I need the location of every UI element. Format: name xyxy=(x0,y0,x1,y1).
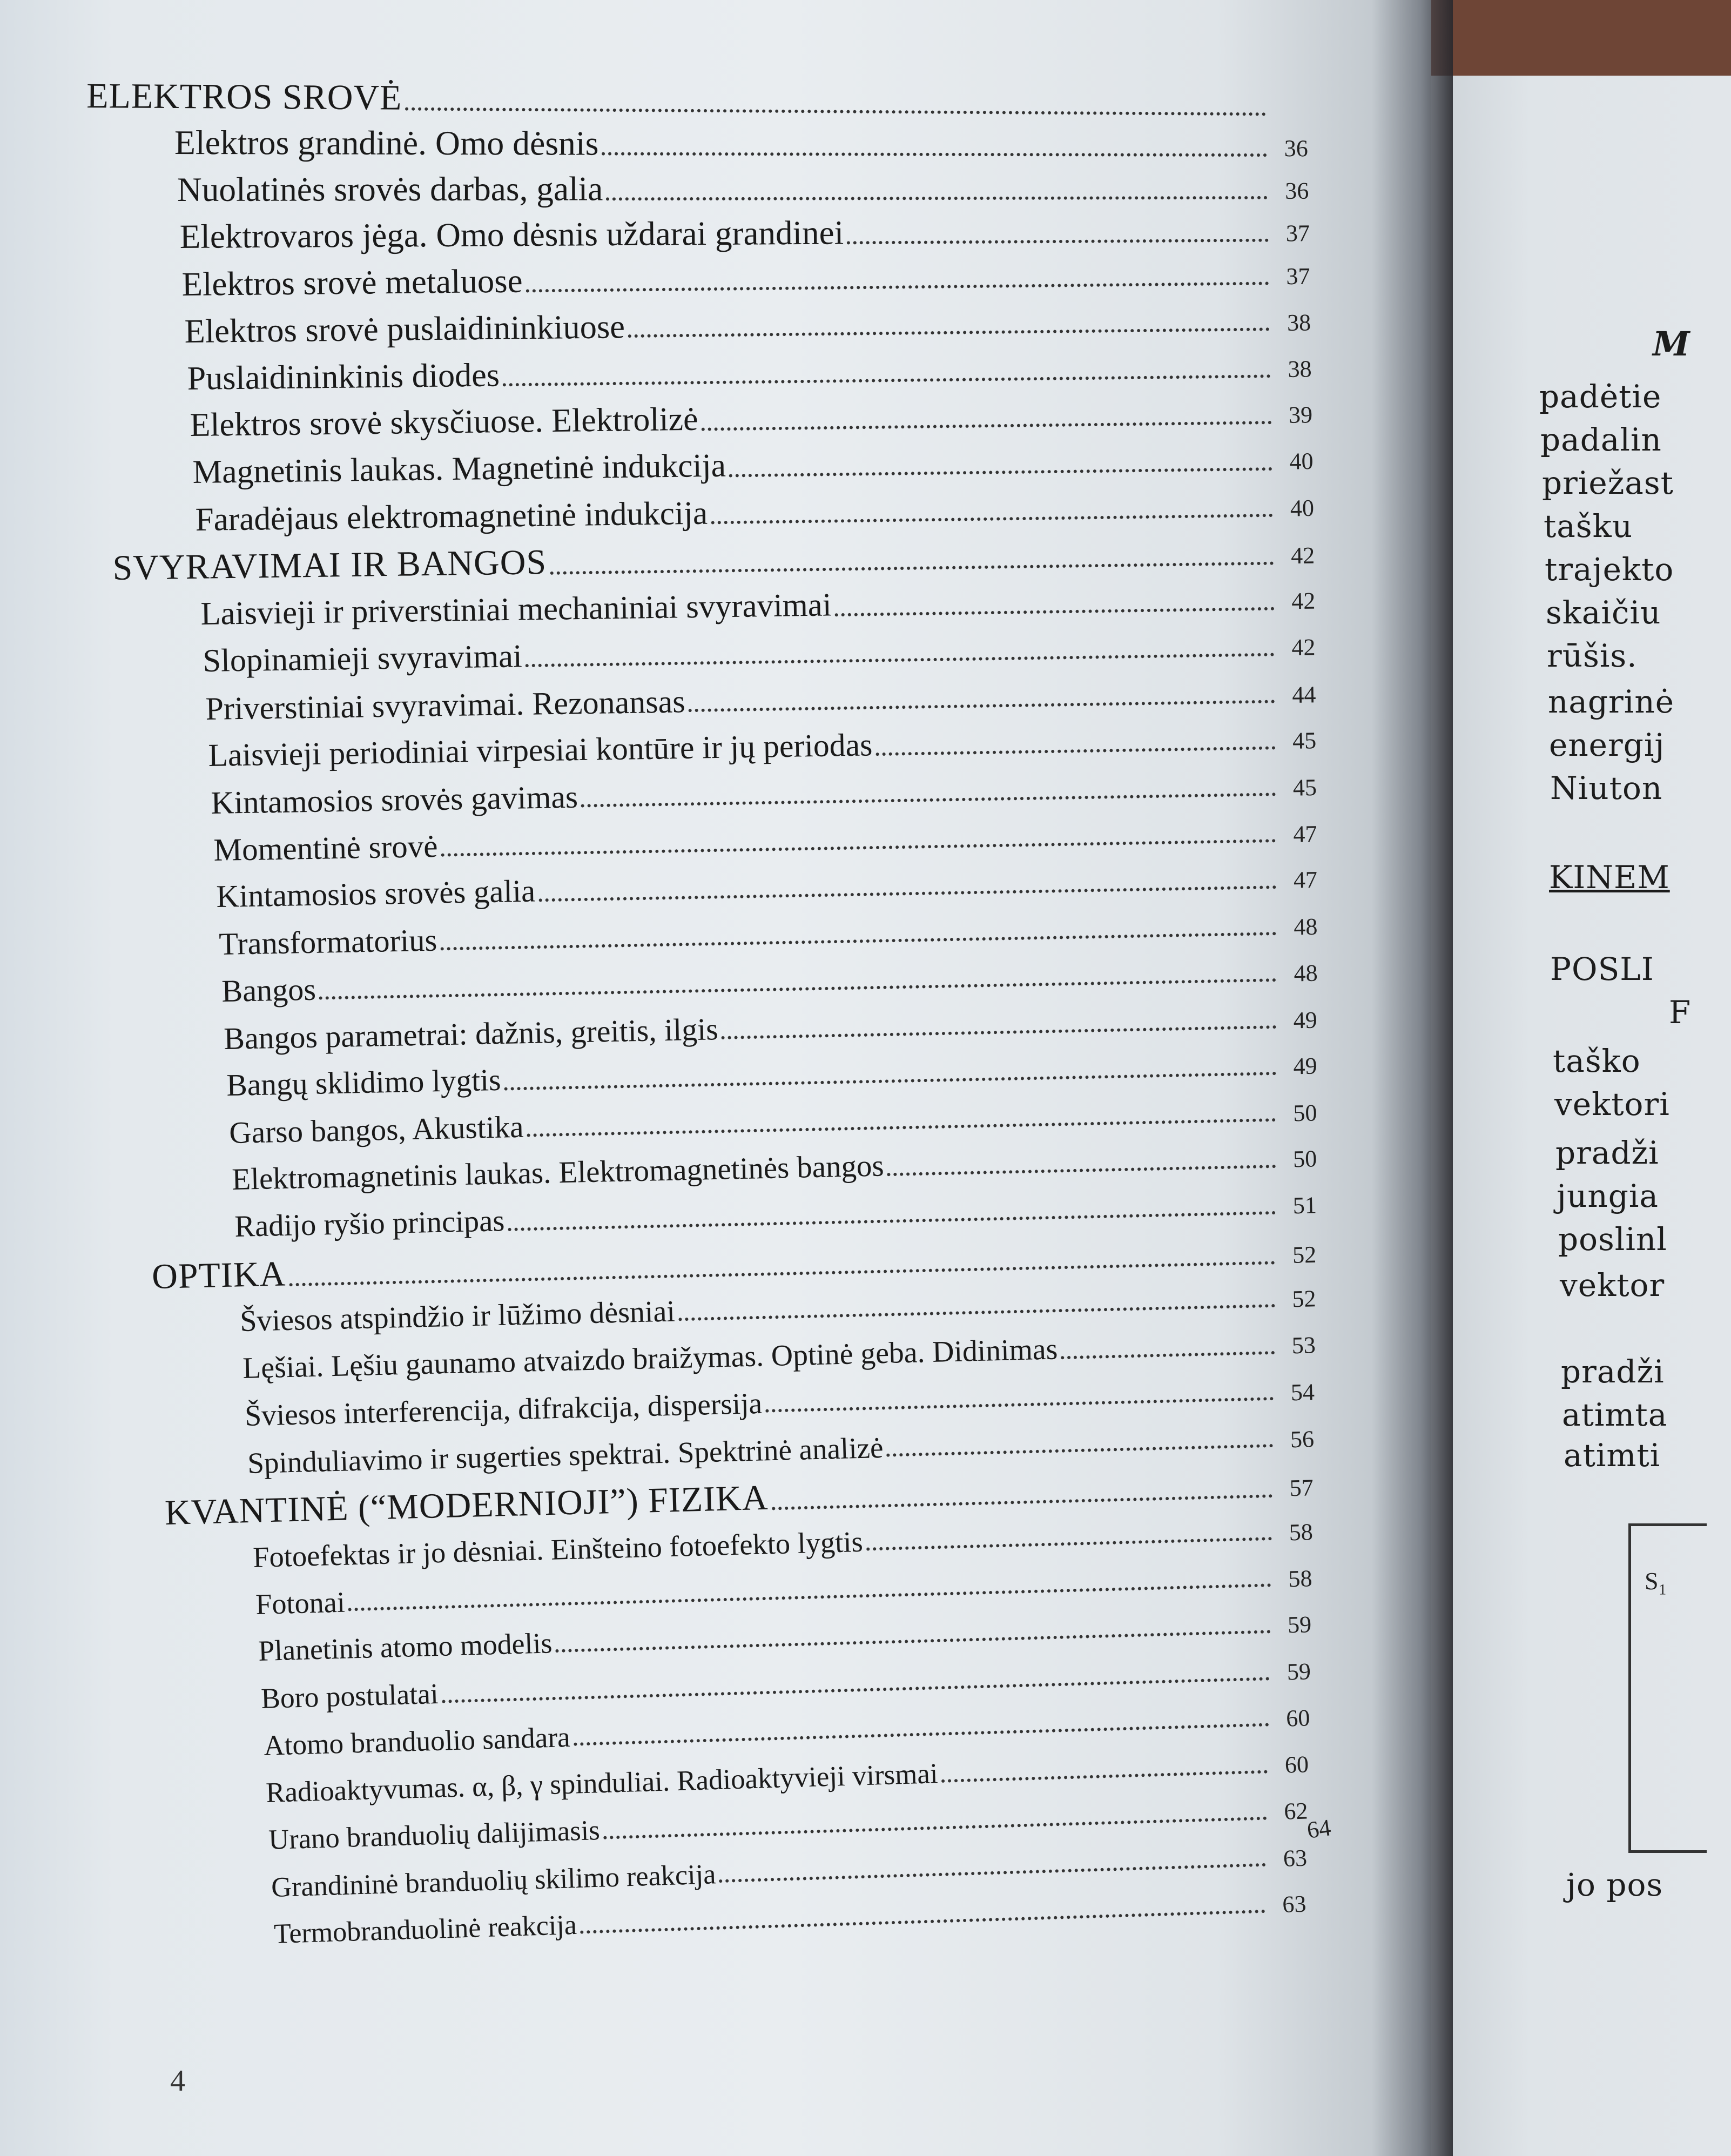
toc-leader-dots xyxy=(628,328,1270,338)
toc-leader-dots xyxy=(729,467,1272,478)
toc-label: Bangos parametrai: dažnis, greitis, ilgis xyxy=(224,1011,719,1056)
toc-page-number: 49 xyxy=(1293,1052,1318,1080)
right-page-heading: M xyxy=(1653,324,1690,364)
toc-page-number: 45 xyxy=(1292,727,1317,754)
toc-label: Elektros grandinė. Omo dėsnis xyxy=(174,123,599,163)
toc-label: Elektros srovė metaluose xyxy=(181,261,523,303)
toc-label: Momentinė srovė xyxy=(213,828,438,868)
toc-label: Radioaktyvumas. α, β, γ spinduliai. Radioaktyvieji virsmai xyxy=(265,1757,939,1809)
right-page-line: jo pos xyxy=(1566,1866,1663,1903)
toc-label: Bangos xyxy=(221,971,316,1009)
right-page-line: POSLI xyxy=(1550,951,1654,988)
right-page-line: priežast xyxy=(1542,465,1674,501)
toc-label: Boro postulatai xyxy=(260,1677,439,1715)
toc-leader-dots xyxy=(503,374,1271,386)
toc-page-number: 52 xyxy=(1291,1285,1316,1313)
toc-page-number: 47 xyxy=(1293,820,1317,848)
toc-page-number: 56 xyxy=(1290,1425,1315,1453)
right-page-line: nagrinė xyxy=(1548,683,1675,720)
toc-page-number: 42 xyxy=(1290,542,1315,569)
right-page-line: tašku xyxy=(1544,508,1633,545)
toc-page-number: 53 xyxy=(1291,1331,1316,1359)
toc-label: Elektros srovė puslaidininkiuose xyxy=(184,307,625,351)
toc-leader-dots xyxy=(405,108,1266,116)
toc-label: Laisvieji ir priverstiniai mechaniniai svyravimai xyxy=(200,587,832,632)
toc-leader-dots xyxy=(834,607,1274,616)
right-page-line: energij xyxy=(1549,727,1665,763)
toc-leader-dots xyxy=(526,281,1269,292)
toc-label: Priverstiniai svyravimai. Rezonansas xyxy=(205,683,686,727)
toc-label: Atomo branduolio sandara xyxy=(262,1721,570,1762)
right-page-line: padalin xyxy=(1540,421,1662,458)
right-page-line: padėtie xyxy=(1539,378,1662,415)
toc-page-number: 36 xyxy=(1284,135,1308,162)
toc-label: Fotoefektas ir jo dėsniai. Einšteino fotoefekto lygtis xyxy=(252,1524,864,1574)
toc-page-number: 60 xyxy=(1284,1751,1309,1778)
toc-page-number: 48 xyxy=(1293,913,1318,941)
toc-label: Elektrovaros jėga. Omo dėsnis uždarai grandinei xyxy=(179,213,844,256)
toc-page-number: 42 xyxy=(1291,587,1316,614)
toc-page-number: 39 xyxy=(1288,401,1313,428)
toc-label: ELEKTROS SROVĖ xyxy=(86,76,402,118)
toc-label: Planetinis atomo modelis xyxy=(258,1627,553,1668)
toc-entry xyxy=(177,171,1309,207)
right-page-line: atimti xyxy=(1564,1437,1661,1474)
toc-leader-dots xyxy=(711,514,1273,525)
right-page-line: poslinl xyxy=(1558,1221,1667,1258)
toc-page-number: 63 xyxy=(1282,1890,1307,1918)
right-page-line: Niuton xyxy=(1550,770,1663,807)
toc-label: Urano branduolių dalijimasis xyxy=(268,1815,601,1856)
toc-entry xyxy=(179,213,1310,254)
toc-label: Magnetinis laukas. Magnetinė indukcija xyxy=(192,447,726,491)
toc-label: Bangų sklidimo lygtis xyxy=(226,1063,502,1103)
right-page-line: jungia xyxy=(1557,1178,1659,1214)
toc-label: KVANTINĖ (“MODERNIOJI”) FIZIKA xyxy=(164,1477,769,1533)
toc-page-number: 52 xyxy=(1292,1241,1317,1268)
toc-label: Slopinamieji svyravimai xyxy=(203,638,523,680)
toc-label: Fotonai xyxy=(255,1586,346,1621)
right-page-line: vektor xyxy=(1560,1267,1665,1304)
toc-label: Elektros srovė skysčiuose. Elektrolizė xyxy=(190,400,698,444)
toc-page-number: 47 xyxy=(1293,867,1318,894)
toc-leader-dots xyxy=(847,239,1269,245)
book-gutter xyxy=(1372,0,1453,2156)
toc-page-number: 36 xyxy=(1285,177,1309,204)
toc-page-number: 50 xyxy=(1292,1145,1317,1173)
page-number: 4 xyxy=(170,2064,185,2098)
toc-entry xyxy=(174,125,1308,162)
toc-page-number: 37 xyxy=(1285,220,1310,247)
right-page-line: trajekto xyxy=(1545,551,1674,588)
toc-label: SVYRAVIMAI IR BANGOS xyxy=(112,542,547,588)
toc-page-number: 40 xyxy=(1290,494,1315,522)
toc-page-number: 60 xyxy=(1285,1704,1310,1732)
toc-label: Kintamosios srovės gavimas xyxy=(211,778,578,821)
toc-page-number: 59 xyxy=(1287,1611,1312,1638)
toc-label: Šviesos atspindžio ir lūžimo dėsniai xyxy=(239,1294,676,1339)
toc-label: Laisvieji periodiniai virpesiai kontūre ir jų periodas xyxy=(208,727,873,774)
toc-page-number: 57 xyxy=(1289,1474,1314,1502)
toc-page-number: 37 xyxy=(1286,263,1311,290)
toc-leader-dots xyxy=(1061,1351,1275,1359)
right-page-line: vektori xyxy=(1554,1086,1670,1123)
toc-label: Šviesos interferencija, difrakcija, dispersija xyxy=(244,1387,763,1433)
toc-page-number: 38 xyxy=(1287,309,1311,337)
toc-page-number: 42 xyxy=(1291,634,1316,661)
toc-page-number: 62 xyxy=(1283,1797,1309,1825)
toc-label: Termobranduolinė reakcija xyxy=(273,1909,577,1950)
right-page-line: pradži xyxy=(1555,1134,1659,1171)
toc-label: Kintamosios srovės galia xyxy=(215,873,536,915)
right-page-line: atimta xyxy=(1562,1396,1668,1433)
toc-leader-dots xyxy=(702,421,1272,431)
toc-page-number: 51 xyxy=(1292,1192,1317,1219)
toc-page-number: 45 xyxy=(1292,774,1317,801)
toc-page-number: 49 xyxy=(1293,1006,1318,1034)
toc-leader-dots xyxy=(876,746,1276,756)
toc-label: Grandininė branduolių skilimo reakcija xyxy=(271,1858,717,1903)
toc-page-number: 50 xyxy=(1293,1099,1318,1126)
right-page-line: KINEM xyxy=(1549,859,1670,896)
toc-label: Radijo ryšio principas xyxy=(234,1204,505,1244)
toc-page-number: 58 xyxy=(1289,1518,1314,1546)
right-page-figure-label: S₁ xyxy=(1645,1567,1667,1595)
right-page-line: rūšis. xyxy=(1547,637,1638,674)
toc-label: Garso bangos, Akustika xyxy=(228,1110,524,1150)
toc-section xyxy=(86,78,1307,122)
right-page-line: skaičiu xyxy=(1546,594,1661,631)
toc-label: Spinduliavimo ir sugerties spektrai. Spektrinė analizė xyxy=(247,1430,884,1480)
right-page-line: pradži xyxy=(1561,1353,1665,1390)
right-page-figure-box xyxy=(1628,1523,1707,1853)
toc-page-number: 40 xyxy=(1289,448,1314,475)
toc-label: OPTIKA xyxy=(151,1254,286,1297)
toc-label: Lęšiai. Lęšiu gaunamo atvaizdo braižymas. Optinė geba. Didinimas xyxy=(242,1332,1058,1385)
toc-label: Transformatorius xyxy=(218,922,437,962)
toc-label: Puslaidininkinis diodes xyxy=(187,357,500,397)
toc-leader-dots xyxy=(602,152,1267,157)
toc-page-number: 63 xyxy=(1283,1844,1308,1872)
right-page-line: F xyxy=(1669,994,1692,1031)
toc-page-number: 48 xyxy=(1293,959,1318,987)
toc-leader-dots xyxy=(887,1165,1276,1176)
right-page-line: taško xyxy=(1553,1043,1641,1079)
toc-leader-dots xyxy=(606,196,1268,200)
toc-page-number: 58 xyxy=(1288,1565,1313,1593)
toc-label: Elektromagnetinis laukas. Elektromagnetinės bangos xyxy=(231,1148,885,1197)
toc-label: Nuolatinės srovės darbas, galia xyxy=(177,170,603,209)
toc-page-number: 59 xyxy=(1286,1658,1311,1685)
toc-label: Faradėjaus elektromagnetinė indukcija xyxy=(194,494,708,538)
toc-page-number: 44 xyxy=(1292,681,1317,708)
toc-page-number: 54 xyxy=(1290,1379,1315,1406)
toc-page-number: 38 xyxy=(1288,355,1312,382)
toc-trailing-page-number: 64 xyxy=(1305,1814,1333,1844)
